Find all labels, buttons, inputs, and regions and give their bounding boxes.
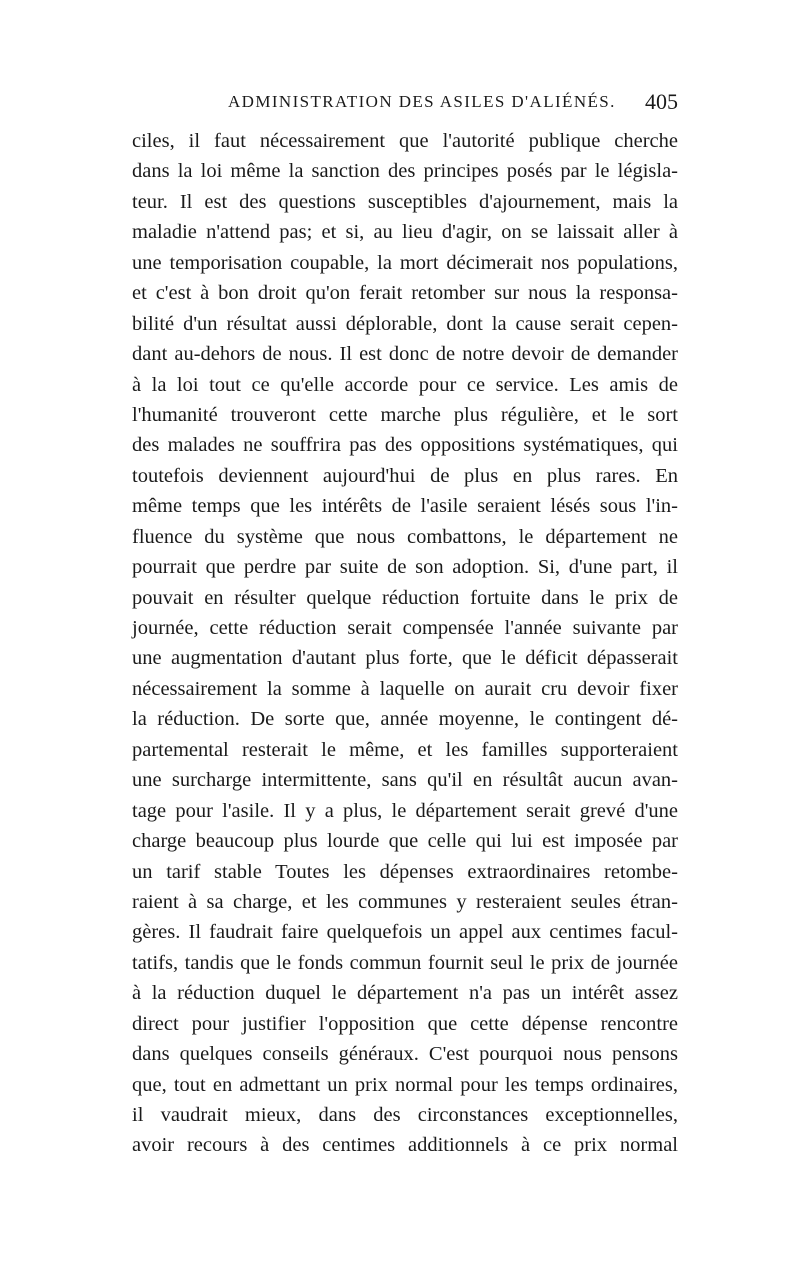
text-line: pouvait en résulter quelque réduction fortuite dans le prix de [132,586,678,609]
text-line: il vaudrait mieux, dans des circonstances exceptionnelles, [132,1104,678,1126]
text-line: tatifs, tandis que le fonds commun fournit seul le prix de journée [132,951,678,974]
text-line: charge beaucoup plus lourde que celle qui lui est imposée par [132,830,678,853]
text-line: que, tout en admettant un prix normal pour les temps ordinaires, [132,1073,678,1096]
text-line: pourrait que perdre par suite de son adoption. Si, d'une part, il [132,556,678,579]
body-text [132,126,678,1161]
text-line: nécessairement la somme à laquelle on aurait cru devoir fixer [132,677,678,700]
text-line: et c'est à bon droit qu'on ferait retomber sur nous la responsa- [132,282,678,305]
text-line: à la réduction duquel le département n'a pas un intérêt assez [132,982,678,1005]
text-line: à la loi tout ce qu'elle accorde pour ce service. Les amis de [132,373,678,396]
page-number: 405 [645,89,678,114]
text-line: dans la loi même la sanction des principes posés par le législa- [132,160,678,183]
text-line: tage pour l'asile. Il y a plus, le département serait grevé d'une [132,799,678,822]
text-line: bilité d'un résultat aussi déplorable, dont la cause serait cepen- [132,312,678,335]
text-line: dant au-dehors de nous. Il est donc de notre devoir de demander [132,343,678,366]
text-line: ciles, il faut nécessairement que l'autorité publique cherche [132,130,678,152]
text-line: un tarif stable Toutes les dépenses extraordinaires retombe- [132,860,678,883]
text-line: l'humanité trouveront cette marche plus régulière, et le sort [132,403,678,426]
text-line: toutefois deviennent aujourd'hui de plus en plus rares. En [132,464,678,487]
text-line: raient à sa charge, et les communes y resteraient seules étran- [132,890,678,913]
running-title: ADMINISTRATION DES ASILES D'ALIÉNÉS. [228,92,616,111]
text-line: même temps que les intérêts de l'asile seraient lésés sous l'in- [132,495,678,518]
text-line: la réduction. De sorte que, année moyenne, le contingent dé- [132,708,678,731]
running-head [132,89,678,122]
text-line: direct pour justifier l'opposition que cette dépense rencontre [132,1012,678,1035]
text-line: teur. Il est des questions susceptibles d'ajournement, mais la [132,190,678,213]
text-line: une surcharge intermittente, sans qu'il en résultât aucun avan- [132,769,678,792]
text-line: une temporisation coupable, la mort décimerait nos populations, [132,251,678,274]
text-line: maladie n'attend pas; et si, au lieu d'agir, on se laissait aller à [132,221,678,244]
text-line: partemental resterait le même, et les familles supporteraient [132,738,678,761]
text-line: fluence du système que nous combattons, le département ne [132,525,678,548]
text-line: des malades ne souffrira pas des oppositions systématiques, qui [132,434,678,457]
text-line: une augmentation d'autant plus forte, que le déficit dépasserait [132,647,678,670]
text-line: gères. Il faudrait faire quelquefois un appel aux centimes facul- [132,921,678,944]
text-line: journée, cette réduction serait compensée l'année suivante par [132,617,678,639]
text-line: dans quelques conseils généraux. C'est pourquoi nous pensons [132,1043,678,1066]
text-line: avoir recours à des centimes additionnels à ce prix normal [132,1134,678,1157]
